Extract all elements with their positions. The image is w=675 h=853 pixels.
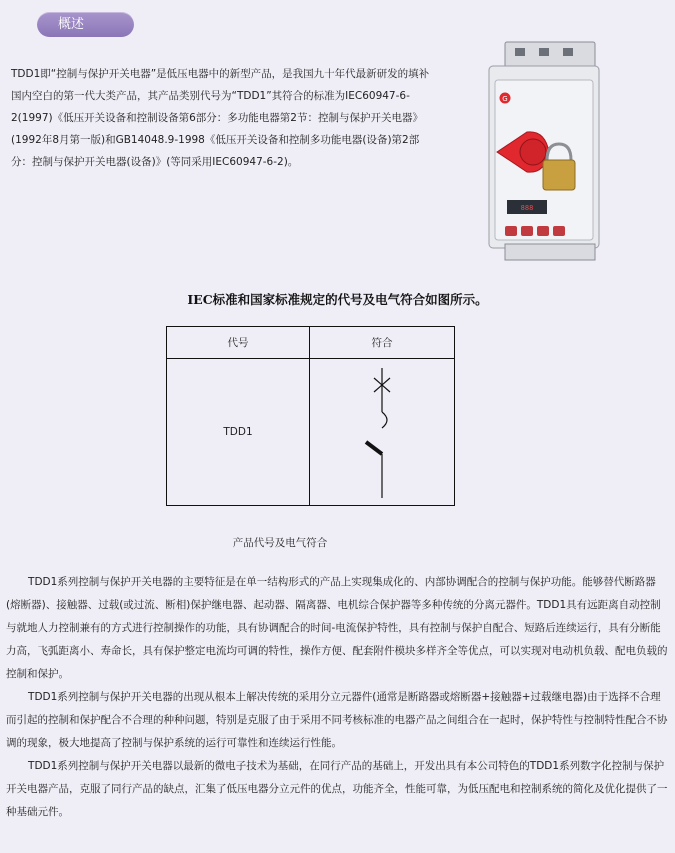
red-rotary-knob (520, 139, 546, 165)
top-terminal-screw (563, 48, 573, 56)
panel-button (537, 226, 549, 236)
intro-paragraph: TDD1即“控制与保护开关电器”是低压电器中的新型产品，是我国九十年代最新研发的填补国内空白的第一代大类产品，其产品类别代号为“TDD1”其符合的标准为IEC60947-6-2(1997)《低压开关设备和控制设备第6部分：多功能电器第2节：控制与保护开关电器》(1992年8月第一版)和GB14048.9-1998《低压开关设备和控制多功能电器(设备)第2部分：控制与保护开关电器(设备)》(等同采用IEC60947-6-2)。 (11, 68, 430, 168)
body-paragraph: TDD1系列控制与保护开关电器的出现从根本上解决传统的采用分立元器件(通常是断路器或熔断器+接触器+过载继电器)由于选择不合理而引起的控制和保护配合不合理的种种问题，特别是克服了由于采用不同考核标准的电器产品之间组合在一起时，保护特性与控制特性配合不协调的现象，极大地提高了控制与保护系统的运行可靠性和连续运行性能。 (6, 691, 668, 749)
code-cell: TDD1 (167, 359, 310, 506)
section-tag-overview: 概述 (37, 12, 134, 37)
header-symbol: 符合 (310, 327, 455, 359)
top-terminal-screw (515, 48, 525, 56)
brand-logo-mark: G (502, 95, 508, 103)
bottom-terminal-block (505, 244, 595, 260)
header-code: 代号 (167, 327, 310, 359)
body-text (6, 571, 668, 824)
figure-title: IEC标准和国家标准规定的代号及电气符合如图所示。 (187, 292, 488, 307)
panel-button (521, 226, 533, 236)
product-image (483, 40, 605, 262)
panel-button (553, 226, 565, 236)
brass-padlock (543, 160, 575, 190)
electrical-symbol (352, 362, 412, 502)
display-digits: 888 (520, 204, 534, 212)
top-terminal-screw (539, 48, 549, 56)
code-symbol-table (166, 326, 455, 506)
figure-caption: 产品代号及电气符合 (232, 537, 328, 549)
body-paragraph: TDD1系列控制与保护开关电器的主要特征是在单一结构形式的产品上实现集成化的、内部协调配合的控制与保护功能。能够替代断路器(熔断器)、接触器、过载(或过流、断相)保护继电器、起动器、隔离器、电机综合保护器等多种传统的分离元器件。TDD1具有远距离自动控制与就地人力控制兼有的方式进行控制操作的功能，具有协调配合的时间-电流保护特性，具有控制与保护自配合、短路后连续运行，具有分断能力高，飞弧距离小、寿命长，具有保护整定电流均可调的特性，操作方便、配套附件模块多样齐全等优点，可以实现对电动机负载、配电负载的控制和保护。 (6, 576, 668, 680)
symbol-cell (310, 359, 455, 506)
body-paragraph: TDD1系列控制与保护开关电器以最新的微电子技术为基础，在同行产品的基础上，开发出具有本公司特色的TDD1系列数字化控制与保护开关电器产品，克服了同行产品的缺点，汇集了低压电器分立元件的优点，功能齐全，性能可靠，为低压配电和控制系统的简化及优化提供了一种基础元件。 (6, 760, 668, 818)
panel-button (505, 226, 517, 236)
